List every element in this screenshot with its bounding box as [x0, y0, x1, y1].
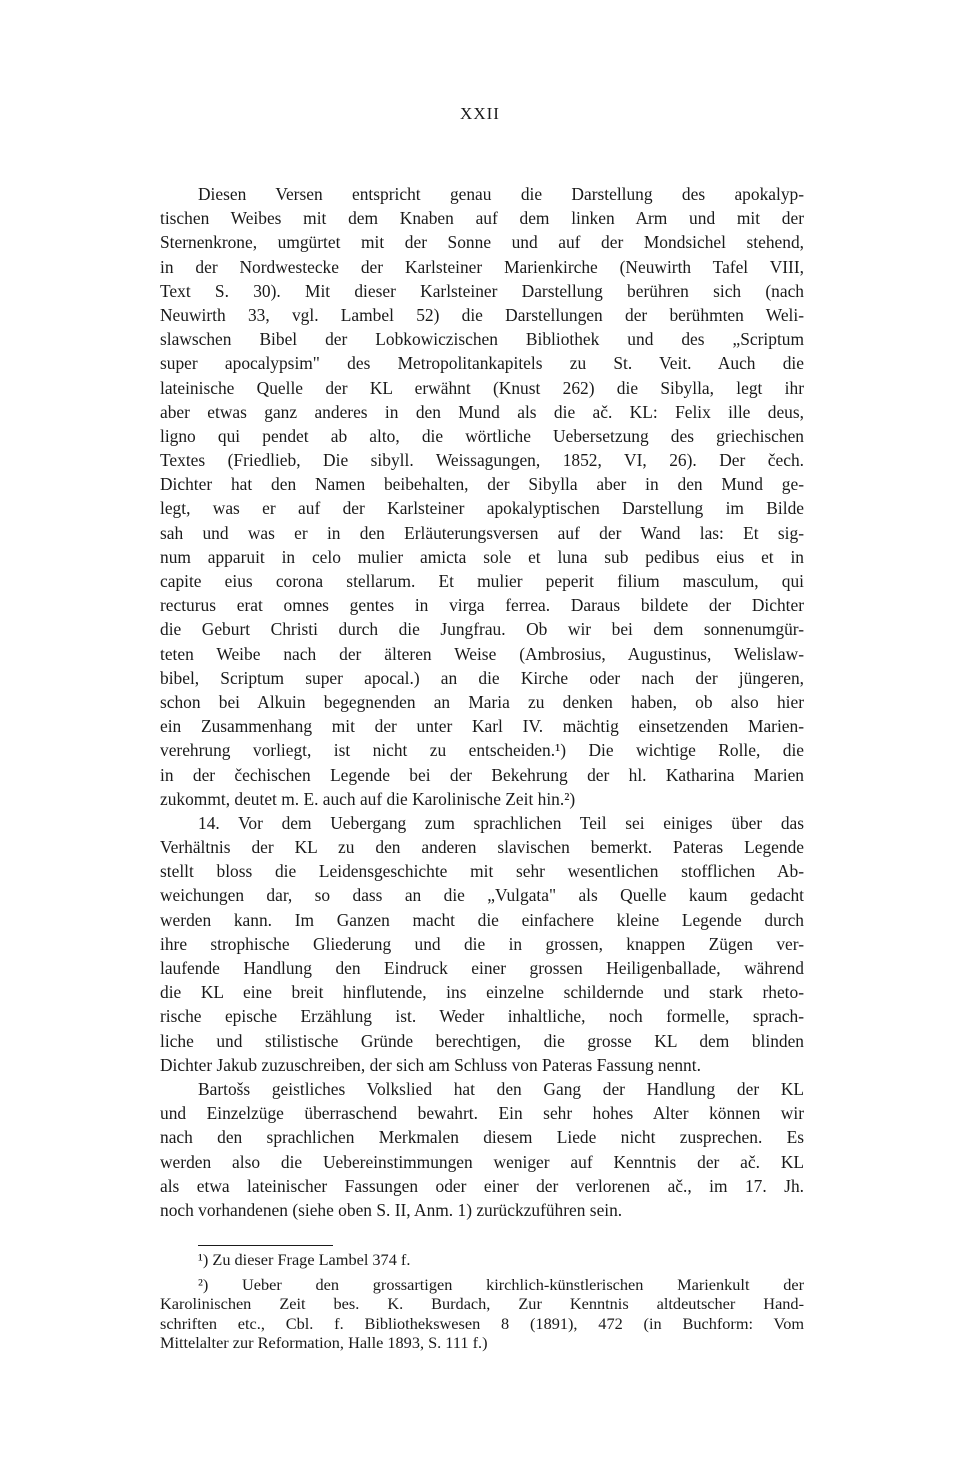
- text-line: verehrung vorliegt, ist nicht zu entscheiden.¹) Die wichtige Rolle, die: [160, 740, 804, 761]
- text-line: Sternenkrone, umgürtet mit der Sonne und auf der Mondsichel stehend,: [160, 232, 804, 253]
- text-line: rische epische Erzählung ist. Weder inhaltliche, noch formelle, sprach-: [160, 1006, 804, 1027]
- text-line: tischen Weibes mit dem Knaben auf dem linken Arm und mit der: [160, 208, 804, 229]
- text-line: slawschen Bibel der Lobkowiczischen Bibliothek und des „Scriptum: [160, 329, 804, 350]
- text-line: sah und was er in den Erläuterungsversen auf der Wand las: Et sig-: [160, 522, 804, 543]
- text-line: als etwa lateinischer Fassungen oder einer der verlorenen ač., im 17. Jh.: [160, 1175, 804, 1196]
- text-line: Verhältnis der KL zu den anderen slavischen bemerkt. Pateras Legende: [160, 837, 804, 858]
- text-line: die Geburt Christi durch die Jungfrau. Ob wir bei dem sonnenumgür-: [160, 619, 804, 640]
- text-line: num apparuit in celo mulier amicta sole et luna sub pedibus eius et in: [160, 546, 804, 567]
- text-line: laufende Handlung den Eindruck einer grossen Heiligenballade, während: [160, 958, 804, 978]
- text-line: 14. Vor dem Uebergang zum sprachlichen Teil sei einiges über das: [198, 812, 804, 833]
- paragraph-1: [160, 182, 804, 811]
- text-line: Bartošs geistliches Volkslied hat den Gang der Handlung der KL: [198, 1078, 804, 1099]
- text-line: Diesen Versen entspricht genau die Darstellung des apokalyp-: [198, 184, 804, 204]
- text-line: recturus erat omnes gentes in virga ferrea. Daraus bildete der Dichter: [160, 595, 804, 616]
- text-line: super apocalypsim" des Metropolitankapitels zu St. Veit. Auch die: [160, 353, 804, 374]
- text-line: werden kann. Im Ganzen macht die einfachere kleine Legende durch: [160, 909, 804, 930]
- text-line: legt, was er auf der Karlsteiner apokalyptischen Darstellung im Bilde: [160, 498, 804, 519]
- text-line: teten Weibe nach der älteren Weise (Ambrosius, Augustinus, Welislaw-: [160, 643, 804, 664]
- text-line: aber etwas ganz anderes in den Mund als die ač. KL: Felix ille deus,: [160, 401, 804, 422]
- footnote-2: [160, 1275, 804, 1353]
- paragraph-3: [160, 1077, 804, 1222]
- text-line: Text S. 30). Mit dieser Karlsteiner Darstellung berühren sich (nach: [160, 280, 804, 301]
- text-line: in der čechischen Legende bei der Bekehrung der hl. Katharina Marien: [160, 764, 804, 785]
- text-line: noch vorhandenen (siehe oben S. II, Anm. 1) zurückzuführen sein.: [160, 1199, 623, 1220]
- footnote-divider: [198, 1245, 333, 1246]
- text-line: ihre strophische Gliederung und die in grossen, knappen Zügen ver-: [160, 933, 804, 954]
- text-line: ²) Ueber den grossartigen kirchlich-künstlerischen Marienkult der: [198, 1274, 804, 1294]
- text-line: Dichter hat den Namen beibehalten, der Sibylla aber in den Mund ge-: [160, 474, 804, 495]
- text-line: Karolinischen Zeit bes. K. Burdach, Zur Kenntnis altdeutscher Hand-: [160, 1294, 804, 1314]
- footnote-1: [160, 1250, 804, 1270]
- text-line: ein Zusammenhang mit der unter Karl IV. mächtig einsetzenden Marien-: [160, 716, 804, 737]
- text-line: ¹) Zu dieser Frage Lambel 374 f.: [198, 1250, 411, 1269]
- text-line: stellt bloss die Leidensgeschichte mit sehr wesentlichen stofflichen Ab-: [160, 861, 804, 882]
- text-line: schriften etc., Cbl. f. Bibliothekswesen 8 (1891), 472 (in Buchform: Vom: [160, 1313, 804, 1333]
- text-line: die KL eine breit hinflutende, ins einzelne schildernde und stark rheto-: [160, 982, 804, 1003]
- text-line: ligno qui pendet ab alto, die wörtliche Uebersetzung des griechischen: [160, 425, 804, 446]
- page-number: XXII: [460, 104, 500, 123]
- text-line: capite eius corona stellarum. Et mulier peperit filium masculum, qui: [160, 571, 804, 591]
- text-line: weichungen dar, so dass an die „Vulgata" als Quelle kaum gedacht: [160, 885, 804, 906]
- paragraph-2: [160, 811, 804, 1077]
- text-line: Neuwirth 33, vgl. Lambel 52) die Darstellungen der berühmten Weli-: [160, 304, 804, 325]
- text-line: nach den sprachlichen Merkmalen diesem Liede nicht zusprechen. Es: [160, 1127, 804, 1148]
- footnotes: [160, 1250, 804, 1353]
- text-line: Textes (Friedlieb, Die sibyll. Weissagungen, 1852, VI, 26). Der čech.: [160, 450, 804, 471]
- body-text: [160, 182, 804, 1222]
- text-line: schon bei Alkuin begegnenden an Maria zu denken haben, ob also hier: [160, 691, 804, 712]
- text-line: Dichter Jakub zuzuschreiben, der sich am Schluss von Pateras Fassung nennt.: [160, 1054, 701, 1075]
- text-line: zukommt, deutet m. E. auch auf die Karolinische Zeit hin.²): [160, 788, 576, 809]
- text-line: Mittelalter zur Reformation, Halle 1893, S. 111 f.): [160, 1333, 488, 1353]
- text-line: in der Nordwestecke der Karlsteiner Marienkirche (Neuwirth Tafel VIII,: [160, 256, 804, 277]
- text-line: und Einzelzüge überraschend bewahrt. Ein sehr hohes Alter können wir: [160, 1103, 804, 1124]
- text-line: bibel, Scriptum super apocal.) an die Kirche oder nach der jüngeren,: [160, 667, 804, 688]
- text-line: werden also die Uebereinstimmungen weniger auf Kenntnis der ač. KL: [160, 1151, 804, 1172]
- text-line: lateinische Quelle der KL erwähnt (Knust 262) die Sibylla, legt ihr: [160, 377, 804, 398]
- text-line: liche und stilistische Gründe berechtigen, die grosse KL dem blinden: [160, 1030, 804, 1051]
